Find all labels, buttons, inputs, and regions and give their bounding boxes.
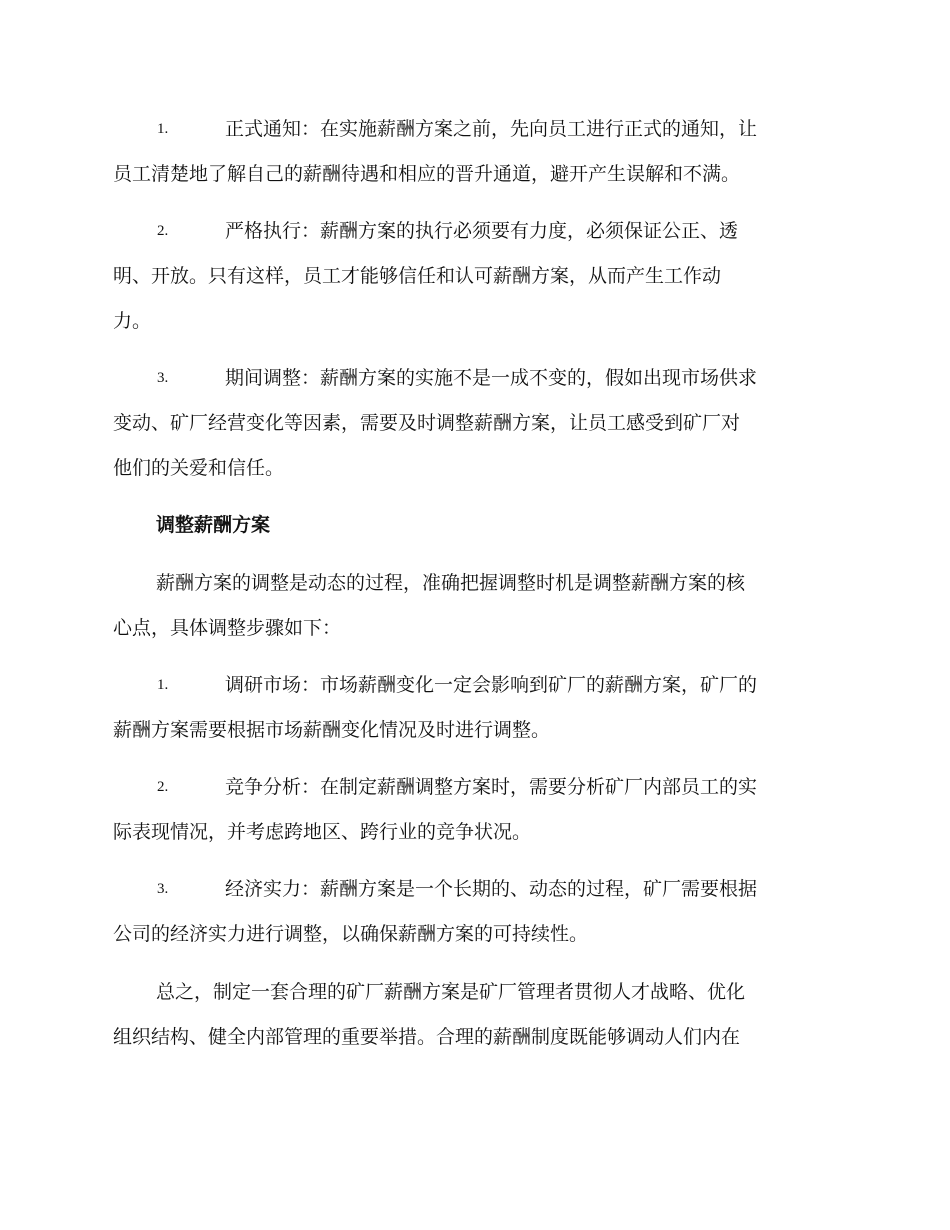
list-item-line: [113, 867, 835, 912]
list-item-text: 员工清楚地了解自己的薪酬待遇和相应的晋升通道，避开产生误解和不满。: [113, 163, 741, 185]
list-item-text: 他们的关爱和信任。: [113, 457, 285, 479]
paragraph-text: 心点，具体调整步骤如下：: [113, 617, 342, 639]
list-item-text: 际表现情况，并考虑跨地区、跨行业的竞争状况。: [113, 821, 532, 843]
paragraph-line: [113, 1015, 835, 1060]
list-item-line: [113, 401, 835, 446]
paragraph-line: [113, 606, 835, 651]
paragraph-text: 组织结构、健全内部管理的重要举措。合理的薪酬制度既能够调动人们内在: [113, 1026, 741, 1048]
section-heading: 调整薪酬方案: [156, 514, 271, 536]
list-item: [113, 356, 835, 491]
list-item-line: [113, 209, 835, 254]
list-item-text: 力。: [113, 310, 152, 332]
list-item-text: 薪酬方案需要根据市场薪酬变化情况及时进行调整。: [113, 719, 551, 741]
list-item: [113, 209, 835, 344]
paragraph-text: 薪酬方案的调整是动态的过程，准确把握调整时机是调整薪酬方案的核: [156, 572, 746, 594]
list-item-text: 明、开放。只有这样，员工才能够信任和认可薪酬方案，从而产生工作动: [113, 265, 722, 287]
list-item: [113, 867, 835, 957]
list-item-number: 2.: [157, 223, 169, 239]
list-item-text: 调研市场：市场薪酬变化一定会影响到矿厂的薪酬方案，矿厂的: [225, 674, 758, 696]
list-item-text: 期间调整：薪酬方案的实施不是一成不变的，假如出现市场供求: [225, 367, 758, 389]
list-item-number: 1.: [157, 677, 169, 693]
list-item-line: [113, 107, 835, 152]
list-item-text: 正式通知：在实施薪酬方案之前，先向员工进行正式的通知，让: [225, 118, 758, 140]
list-item-number: 3.: [157, 881, 169, 897]
list-item-number: 1.: [157, 121, 169, 137]
list-item-number: 2.: [157, 779, 169, 795]
paragraph-line: [113, 561, 835, 606]
list-item-line: [113, 446, 835, 491]
list-item: [113, 663, 835, 753]
intro-paragraph: [113, 561, 835, 651]
list-item: [113, 765, 835, 855]
list-item-text: 变动、矿厂经营变化等因素，需要及时调整薪酬方案，让员工感受到矿厂对: [113, 412, 741, 434]
paragraph-line: [113, 970, 835, 1015]
list-item-line: [113, 356, 835, 401]
list-item: [113, 107, 835, 197]
list-item-line: [113, 765, 835, 810]
list-item-text: 经济实力：薪酬方案是一个长期的、动态的过程，矿厂需要根据: [225, 878, 758, 900]
list-item-line: [113, 254, 835, 299]
list-item-line: [113, 152, 835, 197]
paragraph-text: 总之，制定一套合理的矿厂薪酬方案是矿厂管理者贯彻人才战略、优化: [156, 981, 746, 1003]
list-item-line: [113, 663, 835, 708]
list-item-line: [113, 299, 835, 344]
list-item-text: 竞争分析：在制定薪酬调整方案时，需要分析矿厂内部员工的实: [225, 776, 758, 798]
list-item-text: 严格执行：薪酬方案的执行必须要有力度，必须保证公正、透: [225, 220, 739, 242]
conclusion-paragraph: [113, 970, 835, 1060]
list-item-text: 公司的经济实力进行调整，以确保薪酬方案的可持续性。: [113, 923, 589, 945]
list-item-number: 3.: [157, 370, 169, 386]
list-item-line: [113, 912, 835, 957]
list-item-line: [113, 810, 835, 855]
list-item-line: [113, 708, 835, 753]
